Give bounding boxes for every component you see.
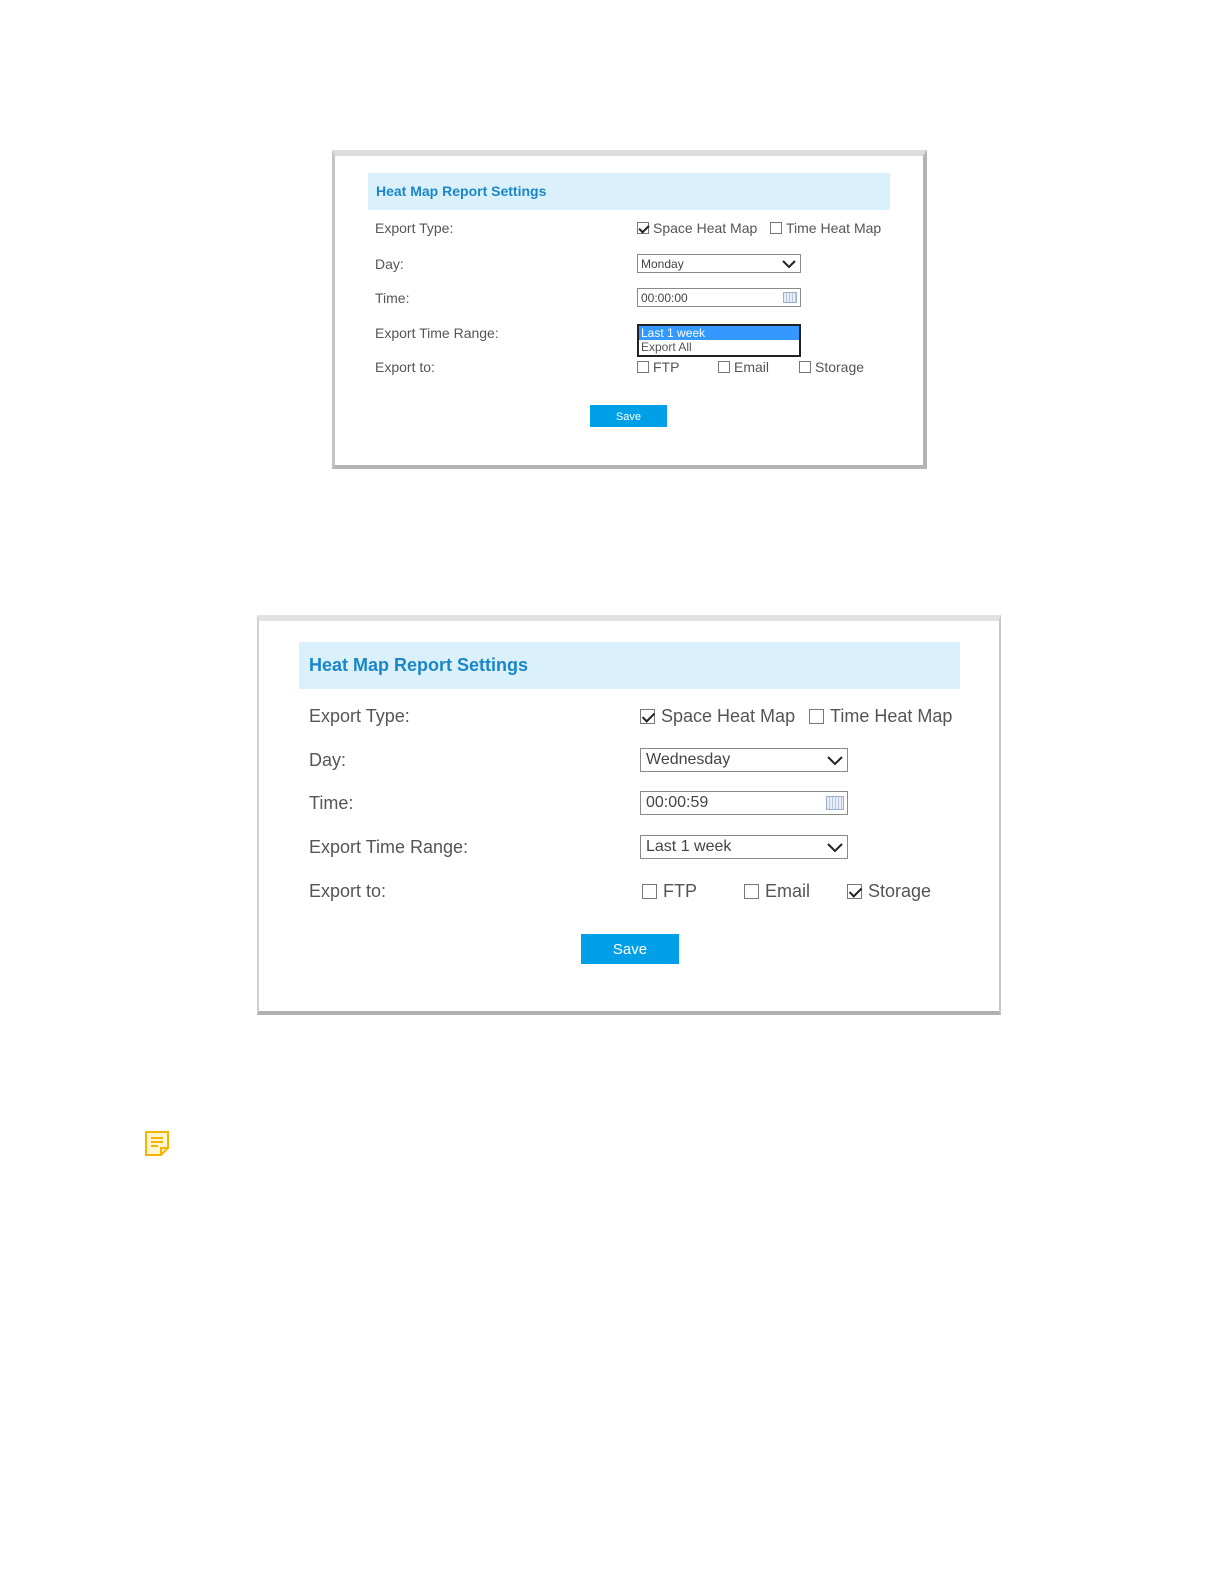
chevron-down-icon (827, 755, 843, 766)
space-heat-map-option[interactable] (637, 220, 757, 236)
time-input-value: 00:00:59 (646, 794, 709, 811)
panel-title: Heat Map Report Settings (299, 642, 960, 689)
space-heat-map-label: Space Heat Map (653, 220, 758, 236)
storage-checkbox[interactable] (799, 361, 811, 373)
export-time-range-label: Export Time Range: (309, 837, 469, 857)
ftp-option[interactable] (637, 359, 679, 375)
email-checkbox[interactable] (718, 361, 730, 373)
day-select-value: Wednesday (646, 751, 731, 768)
day-label: Day: (309, 750, 347, 770)
heat-map-settings-panel-1 (332, 150, 927, 469)
export-type-label: Export Type: (375, 220, 454, 236)
ftp-label: FTP (653, 359, 680, 375)
day-select-value: Monday (641, 256, 684, 271)
day-select[interactable] (640, 748, 848, 772)
email-checkbox[interactable] (744, 884, 759, 899)
space-heat-map-checkbox[interactable] (637, 222, 649, 234)
day-label: Day: (375, 256, 404, 272)
export-to-label: Export to: (375, 359, 435, 375)
calendar-icon[interactable] (826, 796, 844, 810)
time-heat-map-checkbox[interactable] (770, 222, 782, 234)
export-time-range-value: Last 1 week (646, 838, 732, 855)
time-heat-map-checkbox[interactable] (809, 709, 824, 724)
chevron-down-icon (782, 259, 796, 269)
space-heat-map-option[interactable] (640, 706, 795, 727)
heat-map-settings-panel-2 (257, 615, 1001, 1015)
time-input-value: 00:00:00 (641, 290, 688, 305)
time-label: Time: (309, 793, 354, 813)
storage-option[interactable] (847, 881, 931, 902)
time-heat-map-label: Time Heat Map (830, 706, 953, 726)
save-button[interactable]: Save (590, 405, 667, 427)
time-heat-map-option[interactable] (770, 220, 881, 236)
time-label: Time: (375, 290, 410, 306)
ftp-checkbox[interactable] (637, 361, 649, 373)
dropdown-option-last-1-week[interactable]: Last 1 week (639, 326, 799, 340)
ftp-option[interactable] (642, 881, 697, 902)
space-heat-map-label: Space Heat Map (661, 706, 796, 726)
export-to-label: Export to: (309, 881, 387, 901)
ftp-checkbox[interactable] (642, 884, 657, 899)
note-icon (145, 1131, 169, 1156)
export-time-range-select[interactable] (640, 835, 848, 859)
time-input[interactable] (637, 288, 801, 307)
time-heat-map-label: Time Heat Map (786, 220, 882, 236)
chevron-down-icon (827, 842, 843, 853)
time-heat-map-option[interactable] (809, 706, 952, 727)
export-type-label: Export Type: (309, 706, 410, 726)
storage-label: Storage (868, 881, 932, 901)
day-select[interactable] (637, 254, 801, 273)
export-time-range-label: Export Time Range: (375, 325, 499, 341)
calendar-icon[interactable] (783, 292, 797, 303)
panel-title: Heat Map Report Settings (368, 173, 890, 210)
email-label: Email (734, 359, 770, 375)
export-time-range-dropdown-list[interactable] (637, 324, 801, 357)
dropdown-option-export-all[interactable]: Export All (641, 340, 692, 354)
storage-label: Storage (815, 359, 865, 375)
space-heat-map-checkbox[interactable] (640, 709, 655, 724)
email-option[interactable] (718, 359, 769, 375)
ftp-label: FTP (663, 881, 697, 901)
email-label: Email (765, 881, 811, 901)
email-option[interactable] (744, 881, 810, 902)
save-button[interactable]: Save (581, 934, 679, 964)
storage-checkbox[interactable] (847, 884, 862, 899)
storage-option[interactable] (799, 359, 864, 375)
time-input[interactable] (640, 791, 848, 815)
